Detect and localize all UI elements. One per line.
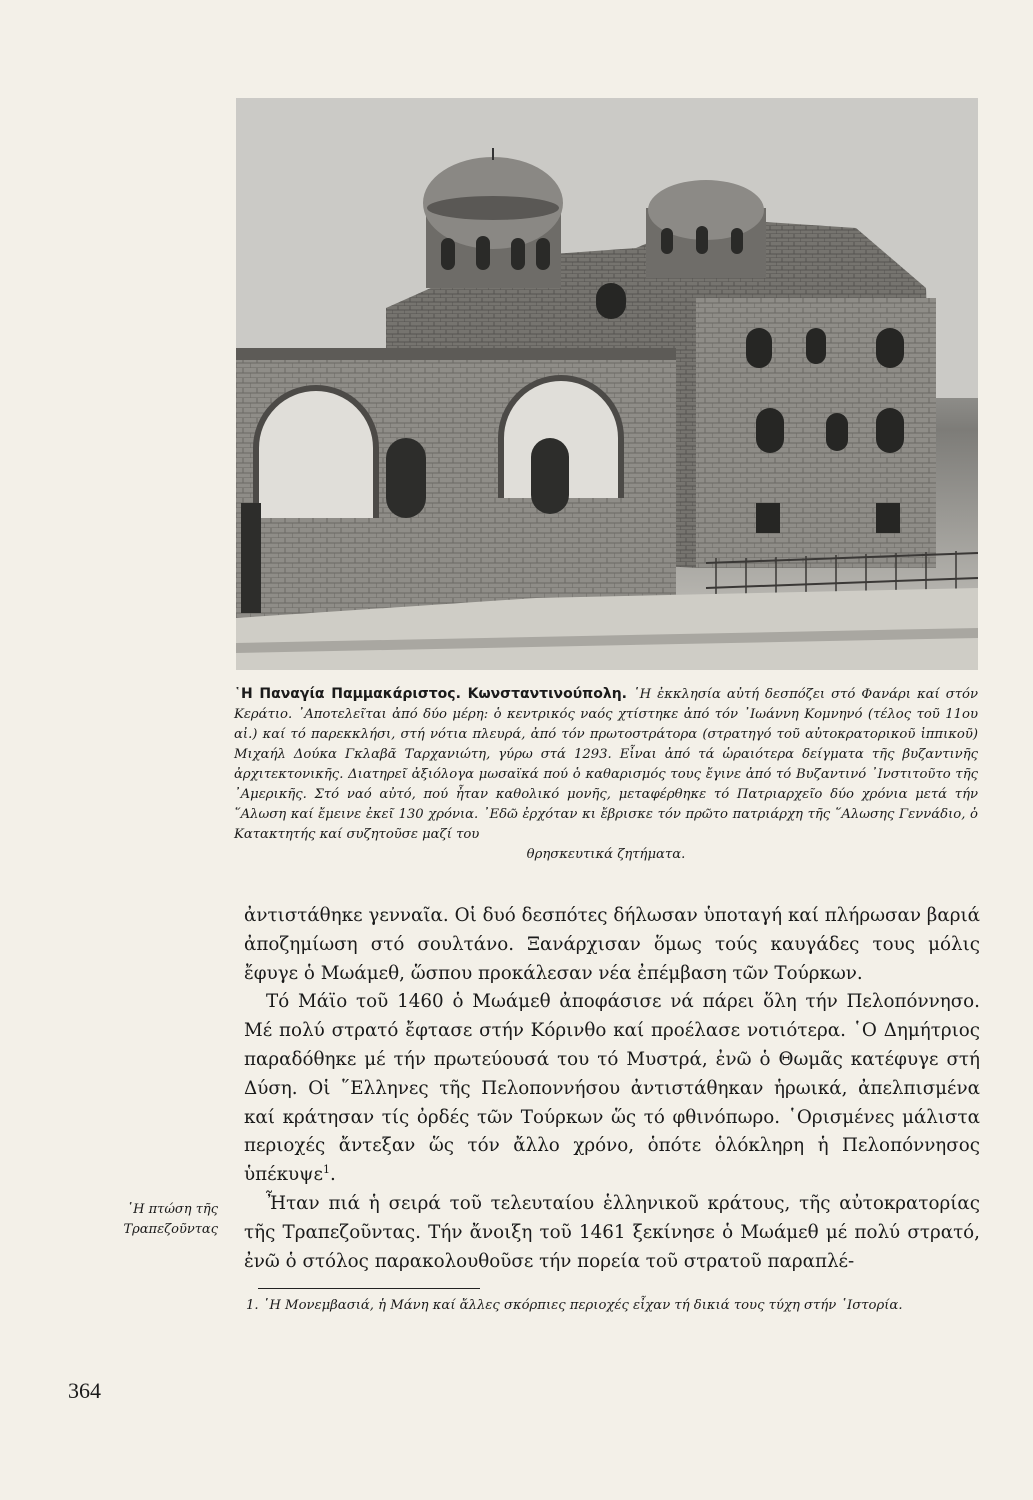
paragraph-1: ἀντιστάθηκε γενναῖα. Οἱ δυό δεσπότες δήλωσαν ὑποταγή καί πλήρωσαν βαριά ἀποζημίωση στό σουλτάνο. Ξανάρχισαν ὅμως τούς καυγάδες τους μόλις ἔφυγε ὁ Μωάμεθ, ὥσπου προκάλεσαν νέα ἐπέμβαση τῶν Τούρκων. <box>244 905 980 984</box>
caption-text: ῾Η ἐκκλησία αὐτή δεσπόζει στό Φανάρι καί στόν Κεράτιο. ᾿Αποτελεῖται ἀπό δύο μέρη: ὁ κεντρικός ναός χτίστηκε ἀπό τόν ᾿Ιωάννη Κομνηνό (τέλος τοῦ 11ου αἰ.) καί τό παρεκκλήσι, στή νότια πλευρά, ἀπό τόν πρωτοστράτορα (στρατηγό τοῦ αὐτοκρατορικοῦ ἱππικοῦ) Μιχαήλ Δούκα Γκλαβᾶ Ταρχανιώτη, γύρω στά 1293. Εἶναι ἀπό τά ὡραιότερα δείγματα τῆς βυζαντινῆς ἀρχιτεκτονικῆς. Διατηρεῖ ἀξιόλογα μωσαϊκά πού ὁ καθαρισμός τους ἔγινε ἀπό τό Βυζαντινό ᾿Ινστιτοῦτο τῆς ᾿Αμερικῆς. Στό ναό αὐτό, πού ἦταν καθολικό μονῆς, μεταφέρθηκε τό Πατριαρχεῖο δύο χρόνια μετά τήν ῞Αλωση καί ἔμεινε ἐκεῖ 130 χρόνια. ᾿Εδῶ ἐρχόταν κι ἔβρισκε τόν πρῶτο πατριάρχη τῆς ῞Αλωσης Γεννάδιο, ὁ Κατακτητής καί συζητοῦσε μαζί του <box>234 687 978 842</box>
margin-note <box>104 1200 218 1240</box>
footnote: 1. ῾Η Μονεμβασιά, ἡ Μάνη καί ἄλλες σκόρπιες περιοχές εἶχαν τή δικιά τους τύχη στήν ῾Ιστορία. <box>246 1298 903 1313</box>
footnote-divider <box>258 1288 480 1289</box>
margin-note-line-2: Τραπεζοῦντας <box>123 1222 218 1237</box>
caption-lead: ῾Η Παναγία Παμμακάριστος. Κωνσταντινούπολη. <box>234 686 628 702</box>
paragraph-2-end: . <box>329 1164 336 1186</box>
main-text <box>244 902 980 1276</box>
photo-caption <box>234 684 978 865</box>
paragraph-2 <box>244 988 980 1190</box>
page-number: 364 <box>68 1378 101 1403</box>
paragraph-2-text: Τό Μάϊο τοῦ 1460 ὁ Μωάμεθ ἀποφάσισε νά πάρει ὅλη τήν Πελοπόννησο. Μέ πολύ στρατό ἔφτασε στήν Κόρινθο καί προέλασε νοτιότερα. ῾Ο Δημήτριος παραδόθηκε μέ τήν πρωτεύουσά του τό Μυστρά, ἐνῶ ὁ Θωμᾶς κατέφυγε στή Δύση. Οἱ ῞Ελληνες τῆς Πελοποννήσου ἀντιστάθηκαν ἡρωικά, ἀπελπισμένα καί κράτησαν τίς ὀρδές τῶν Τούρκων ὥς τό φθινόπωρο. ῾Ορισμένες μάλιστα περιοχές ἄντεξαν ὥς τόν ἄλλο χρόνο, ὁπότε ὁλόκληρη ἡ Πελοπόννησος ὑπέκυψε <box>244 991 980 1186</box>
caption-end: θρησκευτικά ζητήματα. <box>526 847 686 862</box>
paragraph-3: Ἦταν πιά ἡ σειρά τοῦ τελευταίου ἑλληνικοῦ κράτους, τῆς αὐτοκρατορίας τῆς Τραπεζοῦντας. Τήν ἄνοιξη τοῦ 1461 ξεκίνησε ὁ Μωάμεθ μέ πολύ στρατό, ἐνῶ ὁ στόλος παρακολουθοῦσε τήν πορεία τοῦ στρατοῦ παραπλέ- <box>244 1192 980 1272</box>
church-photograph <box>236 98 978 670</box>
church-illustration <box>236 98 978 670</box>
margin-note-line-1: ῾Η πτώση τῆς <box>126 1202 218 1217</box>
footnote-marker[interactable]: 1 <box>322 1163 330 1177</box>
